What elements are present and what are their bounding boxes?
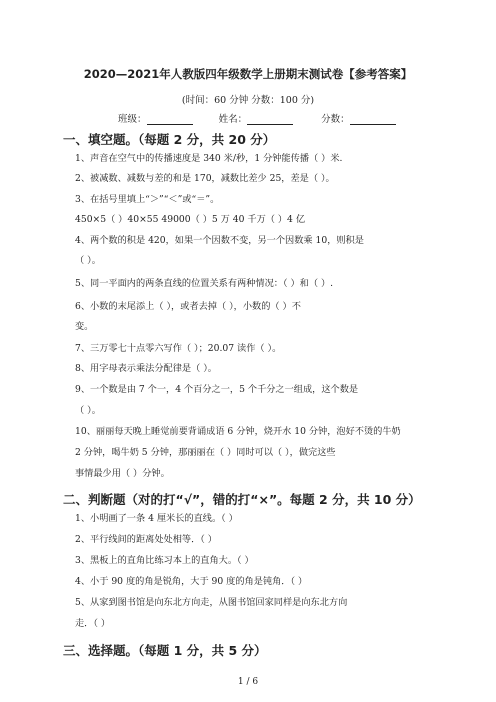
- question-line: 450×5（ ）40×55 49000（ ）5 万 40 千万（ ）4 亿: [75, 214, 306, 225]
- question-line: 1、小明画了一条 4 厘米长的直线。（ ）: [75, 513, 238, 524]
- question-line: 2、平行线间的距离处处相等．（ ）: [75, 534, 217, 545]
- exam-title: 2020—2021年人教版四年级数学上册期末测试卷【参考答案】: [83, 67, 413, 81]
- question-line: 4、小于 90 度的角是锐角，大于 90 度的角是钝角．（ ）: [75, 576, 308, 587]
- class-blank[interactable]: [147, 113, 193, 125]
- section-fill-blank-heading: 一、填空题。（每题 2 分，共 20 分）: [63, 132, 276, 147]
- question-line: 2、被减数、减数与差的和是 170，减数比差少 25，差是（ ）。: [75, 173, 335, 184]
- section-choice-heading: 三、选择题。（每题 1 分，共 5 分）: [63, 643, 267, 658]
- score-label: 分数：: [321, 114, 350, 125]
- question-line: 3、在括号里填上“＞”“＜”或“＝”。: [75, 194, 220, 205]
- question-line: 7、三万零七十点零六写作（ ）；20.07 读作（ ）。: [75, 343, 282, 354]
- question-line: 3、黑板上的直角比练习本上的直角大。（ ）: [75, 555, 254, 566]
- question-line: 走．（ ）: [75, 618, 111, 629]
- info-fields: [118, 111, 396, 125]
- question-line: 2 分钟，喝牛奶 5 分钟，那丽丽在（ ）同时可以（ ），做完这些: [75, 447, 336, 458]
- section-judge-heading: 二、判断题（对的打“√”，错的打“×”。每题 2 分，共 10 分）: [63, 492, 421, 507]
- exam-subtitle: (时间：60 分钟 分数：100 分): [181, 95, 315, 106]
- class-label: 班级：: [118, 114, 147, 125]
- question-line: 8、用字母表示乘法分配律是（ ）。: [75, 363, 217, 374]
- name-label: 姓名：: [218, 114, 248, 125]
- question-line: 10、丽丽每天晚上睡觉前要背诵成语 6 分钟，烧开水 10 分钟，泡好不烫的牛奶: [75, 426, 401, 437]
- question-line: 5、从家到图书馆是向东北方向走，从图书馆回家同样是向东北方向: [75, 597, 348, 608]
- question-line: 5、同一平面内的两条直线的位置关系有两种情况：（ ）和（ ）.: [75, 278, 334, 289]
- question-line: 1、声音在空气中的传播速度是 340 米/秒，1 分钟能传播（ ）米.: [75, 153, 343, 164]
- question-line: 事情最少用（ ）分钟。: [75, 468, 170, 479]
- question-line: （ ）。: [75, 405, 101, 416]
- question-line: 6、小数的末尾添上（ ），或者去掉（ ），小数的（ ）不: [75, 301, 301, 312]
- question-line: 变。: [75, 321, 94, 332]
- name-blank[interactable]: [247, 113, 293, 125]
- question-line: 9、一个数是由 7 个一，4 个百分之一，5 个千分之一组成，这个数是: [75, 384, 359, 395]
- question-line: （ ）。: [75, 255, 101, 266]
- score-blank[interactable]: [350, 113, 396, 125]
- page-number: 1 / 6: [237, 677, 259, 687]
- question-line: 4、两个数的积是 420，如果一个因数不变，另一个因数乘 10，则积是: [75, 235, 364, 246]
